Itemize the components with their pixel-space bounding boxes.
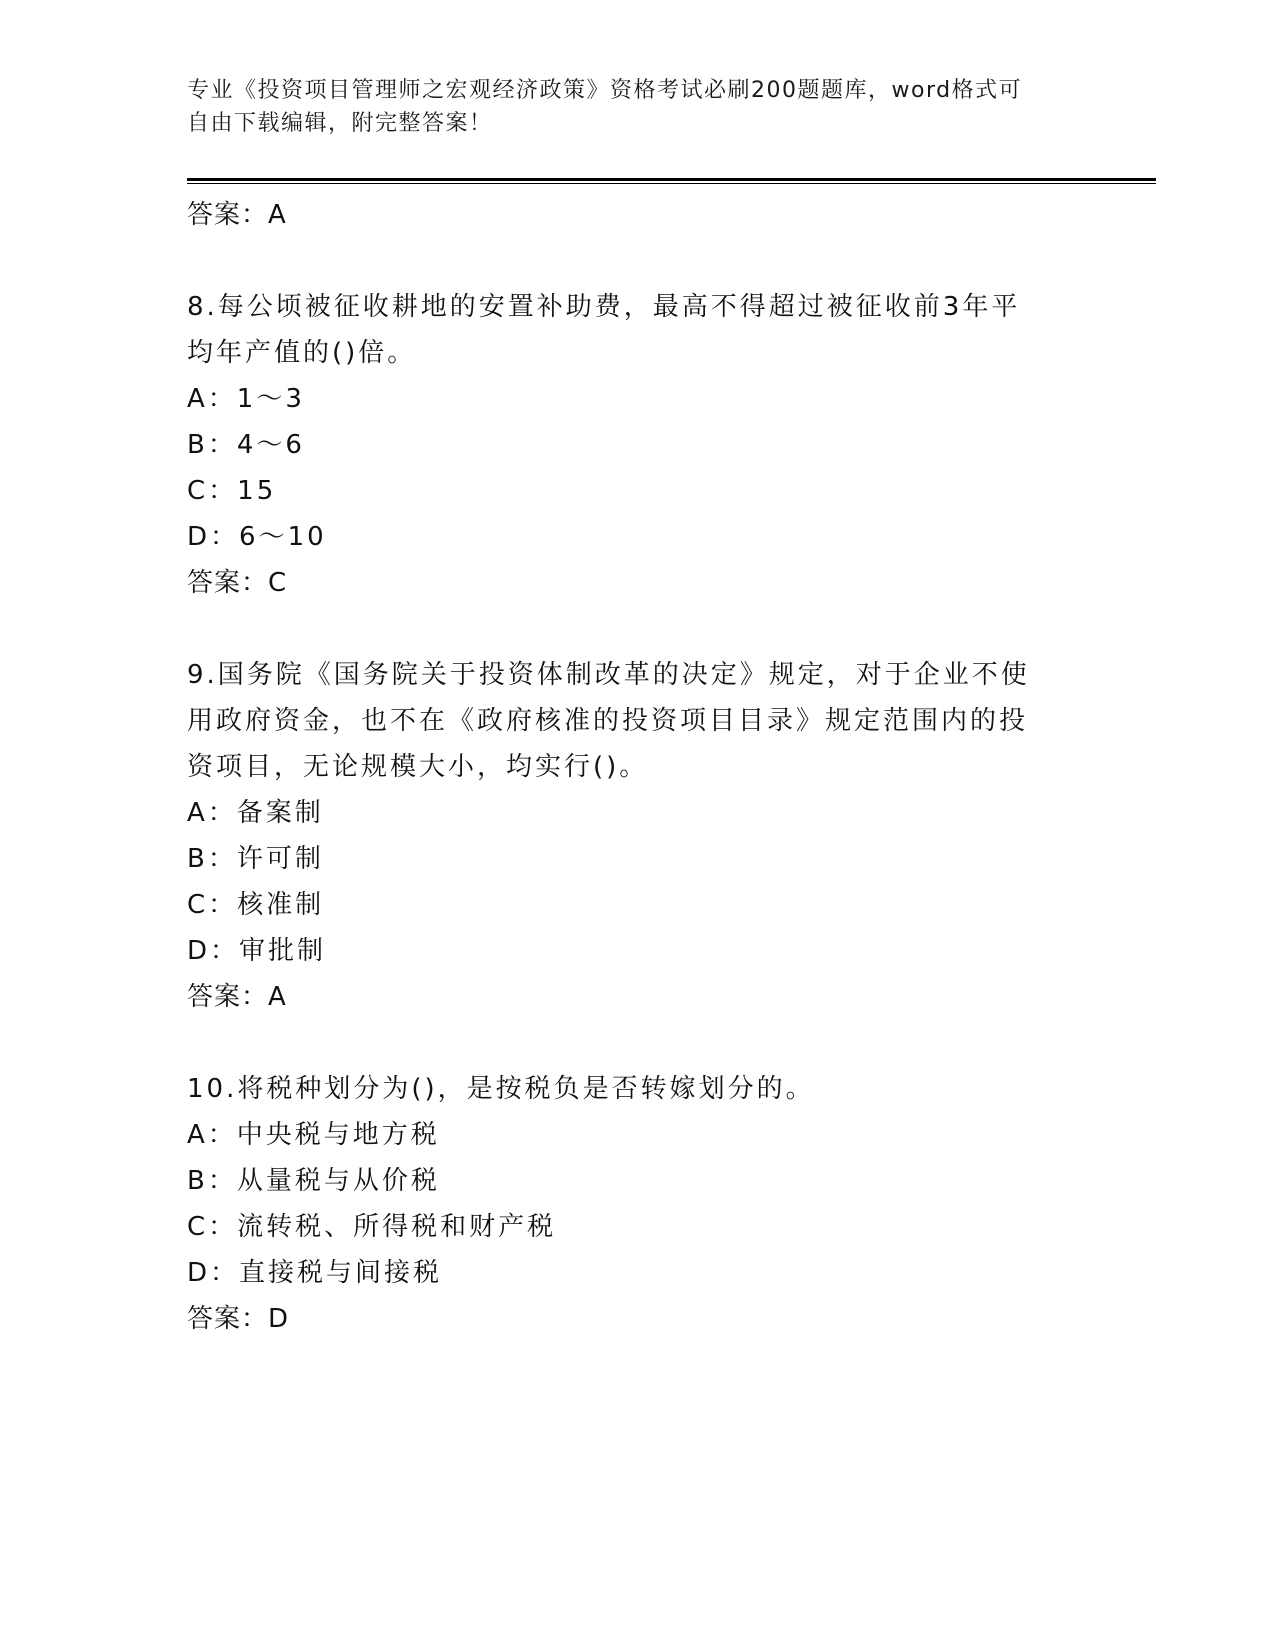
- page-header: [187, 74, 1067, 140]
- answer-line: 答案：C: [187, 568, 288, 598]
- answer-line: 答案：D: [187, 1304, 290, 1334]
- question-text: 9.国务院《国务院关于投资体制改革的决定》规定，对于企业不使用政府资金，也不在《政府核准的投资项目目录》规定范围内的投资项目，无论规模大小，均实行()。: [187, 660, 1030, 782]
- option-c: C：核准制: [187, 890, 325, 920]
- option-b: B：4～6: [187, 430, 305, 460]
- option-d: D：直接税与间接税: [187, 1258, 443, 1288]
- option-a: A：1～3: [187, 384, 305, 414]
- question-block: [187, 1066, 1067, 1342]
- option-d: D：6～10: [187, 522, 327, 552]
- question-list: [187, 192, 1067, 1342]
- header-line-2: 自由下载编辑，附完整答案！: [187, 111, 493, 136]
- question-block: [187, 284, 1067, 606]
- question-text: 10.将税种划分为()，是按税负是否转嫁划分的。: [187, 1074, 815, 1104]
- answer-line: 答案：A: [187, 200, 287, 230]
- header-rule-thin: [187, 183, 1156, 184]
- question-block: [187, 652, 1067, 1020]
- header-rule: [187, 178, 1156, 181]
- option-a: A：中央税与地方税: [187, 1120, 440, 1150]
- header-line-1: 专业《投资项目管理师之宏观经济政策》资格考试必刷200题题库，word格式可: [187, 78, 1023, 103]
- answer-line: 答案：A: [187, 982, 287, 1012]
- option-c: C：流转税、所得税和财产税: [187, 1212, 557, 1242]
- option-b: B：从量税与从价税: [187, 1166, 440, 1196]
- option-c: C：15: [187, 476, 277, 506]
- option-b: B：许可制: [187, 844, 324, 874]
- question-text: 8.每公顷被征收耕地的安置补助费，最高不得超过被征收前3年平均年产值的()倍。: [187, 292, 1021, 368]
- option-d: D：审批制: [187, 936, 327, 966]
- option-a: A：备案制: [187, 798, 324, 828]
